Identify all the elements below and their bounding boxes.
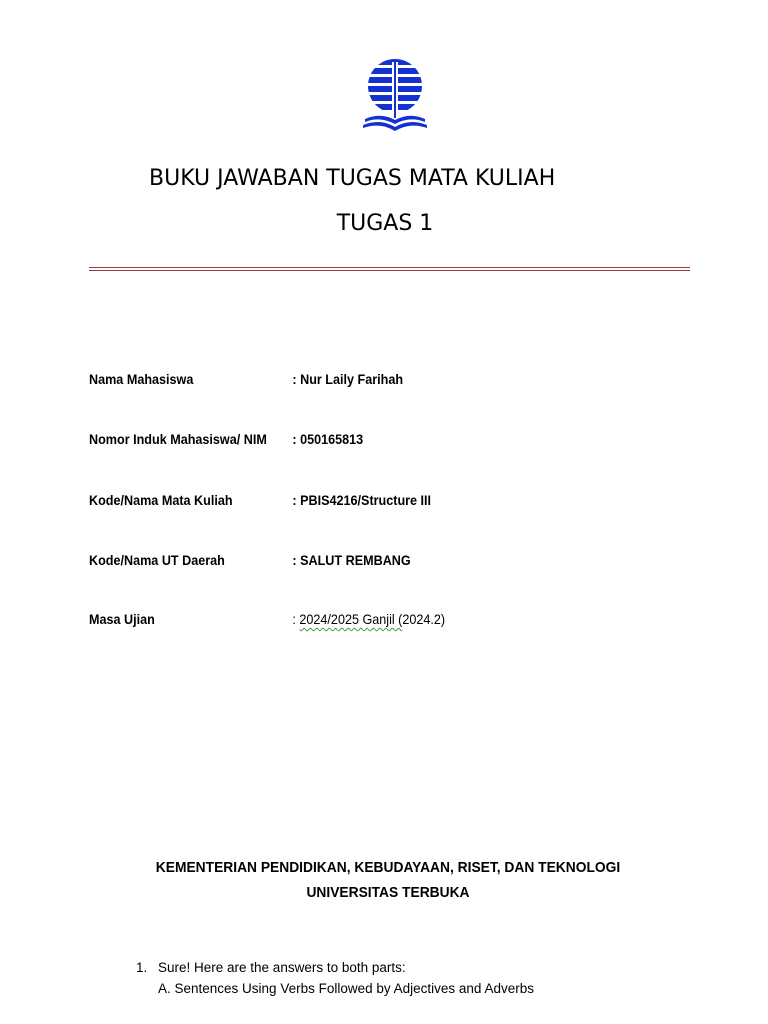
divider-line-bottom	[89, 270, 690, 271]
identity-row-masa-ujian	[89, 611, 445, 627]
spellcheck-underlined-text: 2024/2025 Ganjil (	[299, 611, 403, 627]
field-label: Kode/Nama Mata Kuliah	[89, 492, 233, 508]
identity-row-ut-daerah	[89, 552, 411, 568]
list-subheading: A. Sentences Using Verbs Followed by Adjectives and Adverbs	[158, 981, 534, 996]
field-label: Nomor Induk Mahasiswa/ NIM	[89, 431, 267, 447]
identity-row-nama	[89, 371, 403, 387]
field-value: : SALUT REMBANG	[292, 552, 411, 568]
list-item-number: 1.	[136, 960, 148, 975]
divider-line-top	[89, 267, 690, 268]
list-item	[136, 960, 534, 975]
ministry-name: KEMENTERIAN PENDIDIKAN, KEBUDAYAAN, RISET, DAN TEKNOLOGI	[155, 859, 621, 876]
identity-row-nim	[89, 431, 363, 447]
document-title: BUKU JAWABAN TUGAS MATA KULIAH	[149, 166, 556, 191]
university-name: UNIVERSITAS TERBUKA	[306, 884, 470, 901]
identity-row-mata-kuliah	[89, 492, 431, 508]
field-value	[292, 611, 445, 627]
answer-list	[136, 960, 534, 996]
field-label: Nama Mahasiswa	[89, 371, 194, 387]
field-label: Kode/Nama UT Daerah	[89, 552, 225, 568]
field-value: : 050165813	[292, 431, 364, 447]
field-value: : PBIS4216/Structure III	[292, 492, 432, 508]
list-item-text: Sure! Here are the answers to both parts:	[158, 960, 406, 975]
value-prefix: :	[292, 611, 300, 627]
field-label: Masa Ujian	[89, 611, 155, 627]
value-suffix: 2024.2)	[402, 611, 446, 627]
universitas-terbuka-logo-icon	[362, 56, 428, 132]
field-value: : Nur Laily Farihah	[292, 371, 404, 387]
document-subtitle: TUGAS 1	[336, 211, 434, 236]
